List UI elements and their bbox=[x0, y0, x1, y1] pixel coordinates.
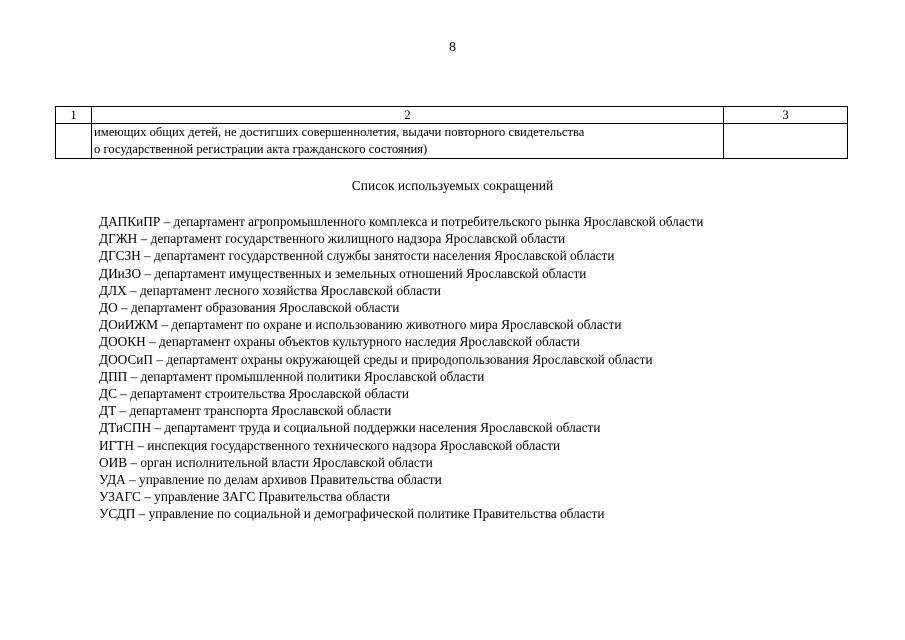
abbreviation-item: ДООСиП – департамент охраны окружающей среды и природопользования Ярославской области bbox=[99, 351, 653, 367]
table-header-cell-3: 3 bbox=[724, 107, 848, 124]
abbreviations-heading: Список используемых сокращений bbox=[351, 178, 554, 193]
abbreviation-item: ДС – департамент строительства Ярославской области bbox=[99, 386, 409, 402]
abbreviation-item: ДЛХ – департамент лесного хозяйства Ярославской области bbox=[99, 282, 441, 298]
abbreviation-item: ДИиЗО – департамент имущественных и земельных отношений Ярославской области bbox=[99, 265, 587, 281]
table-cell-3 bbox=[724, 124, 848, 159]
abbreviation-item: ДГСЗН – департамент государственной службы занятости населения Ярославской области bbox=[99, 248, 615, 264]
table-header-row bbox=[56, 107, 848, 124]
abbreviation-item: ДТиСПН – департамент труда и социальной поддержки населения Ярославской области bbox=[99, 420, 601, 436]
table-cell-2-line-1: имеющих общих детей, не достигших совершеннолетия, выдачи повторного свидетельства bbox=[94, 125, 585, 139]
abbreviation-item: ДАПКиПР – департамент агропромышленного комплекса и потребительского рынка Ярославской области bbox=[99, 214, 704, 229]
continuation-table bbox=[55, 106, 848, 159]
abbreviation-item: ДПП – департамент промышленной политики Ярославской области bbox=[99, 368, 485, 384]
abbreviation-item: ДО – департамент образования Ярославской области bbox=[99, 300, 400, 316]
abbreviation-item: ДОиИЖМ – департамент по охране и использованию животного мира Ярославской области bbox=[99, 317, 622, 333]
abbreviation-item: ОИВ – орган исполнительной власти Ярославской области bbox=[99, 454, 433, 470]
table-cell-2-line-2: о государственной регистрации акта гражданского состояния) bbox=[94, 142, 428, 156]
table-header-cell-1: 1 bbox=[56, 107, 92, 124]
abbreviation-item: ДООКН – департамент охраны объектов культурного наследия Ярославской области bbox=[99, 334, 580, 350]
page-number: 8 bbox=[449, 40, 456, 55]
abbreviation-item: УСДП – управление по социальной и демографической политике Правительства области bbox=[99, 506, 605, 522]
abbreviation-item: ИГТН – инспекция государственного технического надзора Ярославской области bbox=[99, 437, 561, 453]
abbreviation-item: УЗАГС – управление ЗАГС Правительства области bbox=[99, 489, 391, 505]
abbreviation-item: ДГЖН – департамент государственного жилищного надзора Ярославской области bbox=[99, 231, 566, 247]
table-row bbox=[56, 124, 848, 159]
table-header-cell-2: 2 bbox=[92, 107, 724, 124]
abbreviation-item: ДТ – департамент транспорта Ярославской области bbox=[99, 403, 392, 419]
table-cell-1 bbox=[56, 124, 92, 159]
table-cell-2 bbox=[92, 124, 724, 159]
abbreviations-list bbox=[99, 213, 704, 523]
abbreviation-item: УДА – управление по делам архивов Правительства области bbox=[99, 472, 442, 488]
